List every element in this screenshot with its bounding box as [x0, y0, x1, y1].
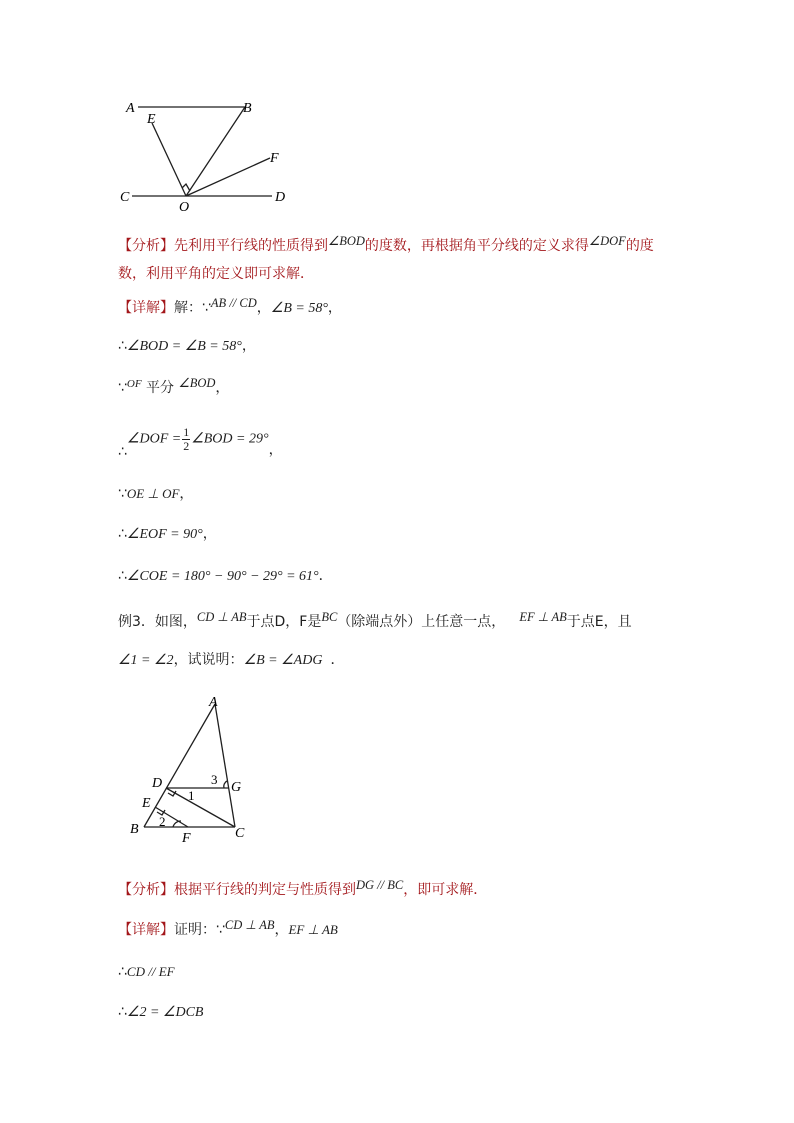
label-f: F	[182, 831, 191, 846]
segment-oe	[152, 123, 186, 196]
detail-2-line2: ∴CD // EF	[118, 964, 175, 980]
label-e: E	[147, 112, 156, 127]
label-a: A	[209, 695, 218, 710]
detail-2-line3: ∴∠2 = ∠DCB	[118, 1004, 204, 1020]
label-e: E	[142, 796, 151, 811]
label-c: C	[120, 190, 130, 205]
detail-tag: 【详解】	[118, 922, 174, 938]
label-g: G	[231, 780, 242, 795]
segment-ac	[215, 704, 235, 827]
label-b: B	[243, 101, 252, 116]
fraction-one-half: $\frac{1}{2}$	[183, 425, 190, 453]
analysis-tag: 【分析】	[118, 882, 174, 898]
label-d: D	[152, 776, 163, 791]
segment-ab	[144, 704, 215, 827]
label-2: 2	[159, 814, 166, 829]
label-c: C	[235, 826, 245, 841]
analysis-2-line: 【分析】根据平行线的判定与性质得到DG // BC，即可求解．	[118, 878, 488, 898]
step-5: ∴∠EOF = 90°，	[118, 526, 217, 542]
analysis-tag: 【分析】	[118, 238, 174, 254]
analysis-1-line1: 【分析】先利用平行线的性质得到∠BOD的度数，再根据角平分线的定义求得∠DOF的度	[118, 234, 654, 254]
step-6: ∴∠COE = 180° − 90° − 29° = 61°．	[118, 568, 333, 584]
label-f: F	[270, 151, 279, 166]
label-d: D	[275, 190, 286, 205]
segment-dc	[166, 788, 235, 827]
example-3-line2: ∠1 = ∠2，试说明：∠B = ∠ADG ．	[118, 652, 345, 668]
step-2: ∵$^{OF}$ 平分 ∠BOD，	[118, 376, 230, 396]
label-1: 1	[188, 788, 195, 803]
figure-triangle	[120, 690, 260, 850]
figure-parallel-lines	[110, 92, 300, 217]
step-1: ∴∠BOD = ∠B = 58°，	[118, 338, 256, 354]
label-b: B	[130, 822, 139, 837]
example-3-line1: 例3．如图，CD ⊥ AB于点D，F是BC（除端点外）上任意一点， EF ⊥ AB于点E，且	[118, 610, 632, 630]
label-a: A	[126, 101, 135, 116]
detail-2-line1: 【详解】证明：∵CD ⊥ AB，EF ⊥ AB	[118, 918, 338, 938]
step-4: ∵OE ⊥ OF，	[118, 486, 194, 502]
analysis-1-line2: 数，利用平角的定义即可求解．	[118, 266, 314, 282]
step-3: ∴∠DOF = $\frac{1}{2}$ ∠BOD = 29°，	[118, 425, 283, 460]
label-3: 3	[211, 772, 218, 787]
detail-tag: 【详解】	[118, 300, 174, 316]
detail-1-line: 【详解】解：∵AB // CD，∠B = 58°，	[118, 296, 342, 316]
label-o: O	[179, 200, 190, 215]
angle-mark-3	[224, 781, 227, 788]
